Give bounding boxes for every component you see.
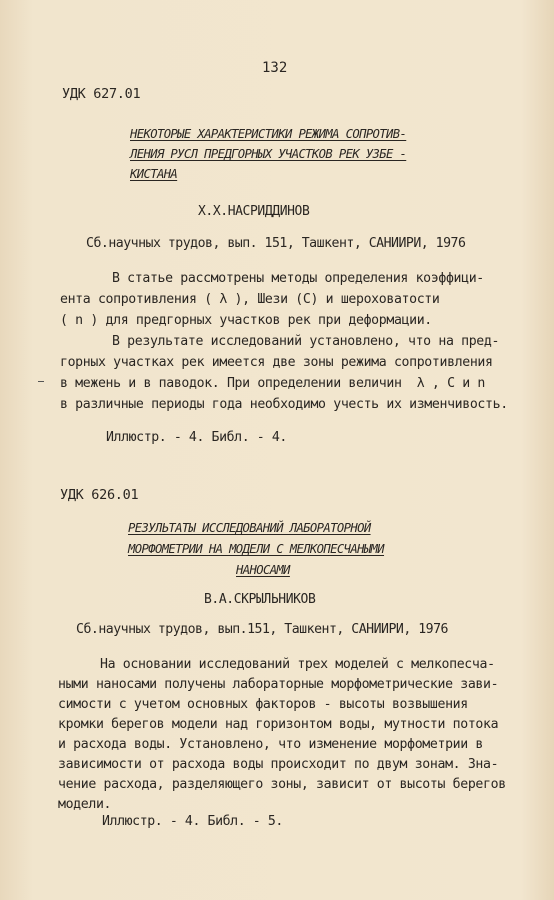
abstract-line: ными наносами получены лабораторные морфометрические зави- — [58, 677, 499, 692]
abstract-line: в различные периоды года необходимо учесть их изменчивость. — [60, 397, 508, 412]
abstract-line: модели. — [58, 797, 112, 812]
abstract-line: и расхода воды. Установлено, что изменение морфометрии в — [58, 737, 484, 752]
illustrations-bibliography: Иллюстр. - 4. Библ. - 5. — [102, 814, 283, 829]
article-title-line: МОРФОМЕТРИИ НА МОДЕЛИ С МЕЛКОПЕСЧАНЫМИ — [128, 542, 385, 556]
udk-code: УДК 627.01 — [62, 86, 141, 102]
article-title-line: НАНОСАМИ — [236, 563, 290, 577]
illustrations-bibliography: Иллюстр. - 4. Библ. - 4. — [106, 430, 287, 445]
abstract-line: симости с учетом основных факторов - высоты возвышения — [58, 697, 468, 712]
source-citation: Сб.научных трудов, вып. 151, Ташкент, САНИИРИ, 1976 — [86, 236, 466, 251]
abstract-line: ( n ) для предгорных участков рек при деформации. — [60, 313, 432, 328]
margin-mark — [38, 381, 44, 382]
abstract-line: в межень и в паводок. При определении величин λ , C и n — [60, 376, 486, 391]
author-name: Х.Х.НАСРИДДИНОВ — [198, 204, 310, 219]
abstract-line: В статье рассмотрены методы определения коэффици- — [112, 271, 484, 286]
udk-code: УДК 626.01 — [60, 487, 139, 503]
abstract-line: кромки берегов модели над горизонтом воды, мутности потока — [58, 717, 499, 732]
abstract-line: чение расхода, разделяющего зоны, зависит от высоты берегов — [58, 777, 506, 792]
abstract-line: На основании исследований трех моделей с мелкопесча- — [100, 657, 495, 672]
page-number: 132 — [262, 60, 288, 76]
article-title-line: НЕКОТОРЫЕ ХАРАКТЕРИСТИКИ РЕЖИМА СОПРОТИВ- — [130, 127, 407, 141]
abstract-line: В результате исследований установлено, что на пред- — [112, 334, 500, 349]
abstract-line: горных участках рек имеется две зоны режима сопротивления — [60, 355, 493, 370]
abstract-line: ента сопротивления ( λ ), Шези (С) и шероховатости — [60, 292, 440, 307]
source-citation: Сб.научных трудов, вып.151, Ташкент, САНИИРИ, 1976 — [76, 622, 448, 637]
article-title-line: ЛЕНИЯ РУСЛ ПРЕДГОРНЫХ УЧАСТКОВ РЕК УЗБЕ - — [130, 147, 407, 161]
author-name: В.А.СКРЫЛЬНИКОВ — [204, 592, 316, 607]
article-title-line: РЕЗУЛЬТАТЫ ИССЛЕДОВАНИЙ ЛАБОРАТОРНОЙ — [128, 521, 371, 535]
article-title-line: КИСТАНА — [130, 167, 178, 181]
abstract-line: зависимости от расхода воды происходит по двум зонам. Зна- — [58, 757, 499, 772]
